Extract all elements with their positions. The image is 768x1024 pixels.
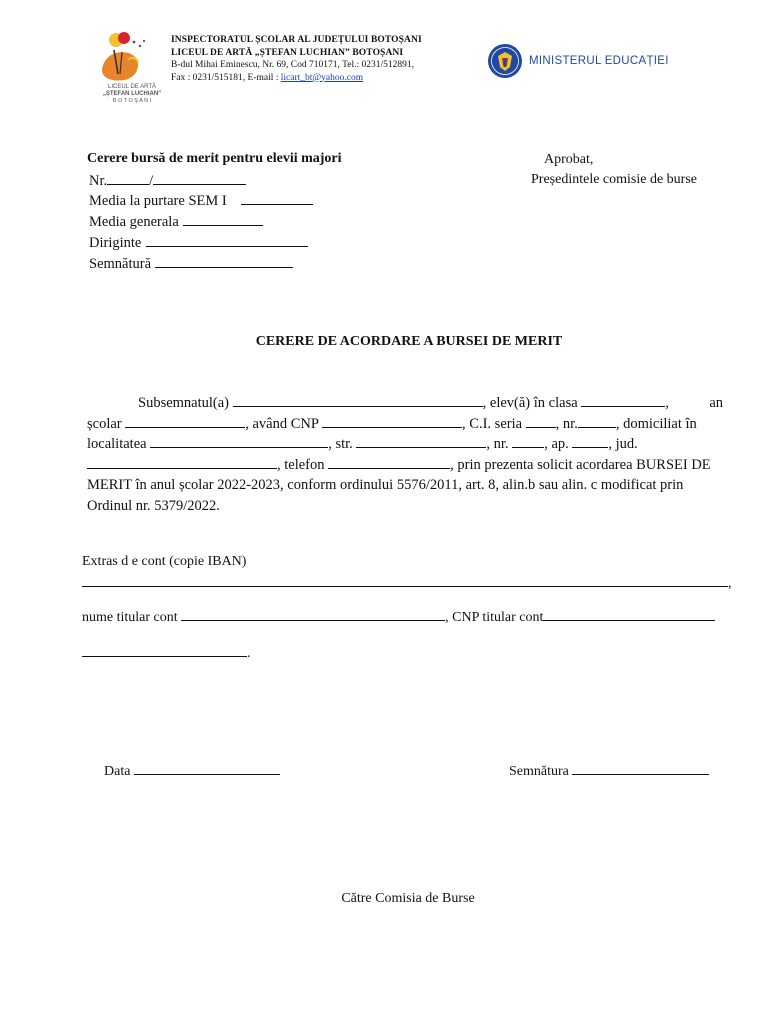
nr-row <box>89 172 246 190</box>
iban-field[interactable] <box>82 574 728 587</box>
cnp-label: , având CNP <box>245 415 319 432</box>
date-row <box>104 762 280 780</box>
ministry-logo <box>487 42 669 80</box>
para-line-3-left <box>87 434 638 455</box>
holder-name-label: nume titular cont <box>82 610 178 625</box>
order-text: Ordinul nr. 5379/2022. <box>87 497 220 514</box>
approved-label: Aprobat, <box>544 152 594 167</box>
header-inspectorate: INSPECTORATUL ȘCOLAR AL JUDEȚULUI BOTOȘANI <box>171 35 422 45</box>
apt-label: , ap. <box>544 436 569 453</box>
conduct-row <box>89 192 313 210</box>
header-address: B-dul Mihai Eminescu, Nr. 69, Cod 710171, Tel.: 0231/512891, <box>171 60 414 70</box>
general-row <box>89 213 263 231</box>
holder-period: . <box>247 646 251 661</box>
teacher-field[interactable] <box>146 234 308 247</box>
teacher-label: Diriginte <box>89 235 142 251</box>
addressee: Către Comisia de Burse <box>341 891 475 906</box>
county-label: , jud. <box>608 436 638 453</box>
para-line-4-left <box>87 455 711 476</box>
nr-field[interactable] <box>107 172 149 185</box>
final-signature-field[interactable] <box>572 762 709 775</box>
general-label: Media generala <box>89 214 179 230</box>
nr-date-field[interactable] <box>153 172 246 185</box>
request-title: Cerere bursă de merit pentru elevii majori <box>87 151 342 166</box>
school-logo-icon <box>94 30 166 86</box>
para-line-6 <box>87 496 723 517</box>
para-line-1 <box>87 393 723 414</box>
header-school-name: LICEUL DE ARTĂ „ȘTEFAN LUCHIAN” BOTOȘANI <box>171 47 404 58</box>
ministry-label: MINISTERUL EDUCAȚIEI <box>529 55 669 67</box>
undersigned-label: Subsemnatul(a) <box>138 395 230 411</box>
iban-row <box>82 574 732 592</box>
para-line-2-left <box>87 414 697 435</box>
header-email-link[interactable]: licart_bt@yahoo.com <box>280 72 364 83</box>
class-field[interactable] <box>581 394 665 407</box>
para-line-1-left: Subsemnatul(a) , elev(ă) în clasa , <box>138 395 669 411</box>
conduct-field[interactable] <box>241 192 313 205</box>
county-field[interactable] <box>87 456 277 469</box>
teacher-row <box>89 234 308 252</box>
name-field[interactable] <box>233 394 483 407</box>
iban-comma: , <box>728 576 732 591</box>
date-field[interactable] <box>134 762 280 775</box>
header-contact <box>171 72 422 85</box>
header-fax: Fax : 0231/515181, E-mail : <box>171 72 281 83</box>
school-logo-caption-1: LICEUL DE ARTĂ <box>107 84 157 90</box>
request-text: , prin prezenta solicit acordarea BURSEI DE <box>450 456 711 473</box>
bank-statement-label: Extras d e cont (copie IBAN) <box>82 554 247 569</box>
final-signature-row <box>509 762 709 780</box>
para-line-5 <box>87 475 723 496</box>
cnp-field[interactable] <box>322 415 462 428</box>
main-title: CERERE DE ACORDARE A BURSEI DE MERIT <box>255 334 563 349</box>
general-field[interactable] <box>183 213 263 226</box>
school-logo-caption-3: B O T O Ș A N I <box>112 98 152 104</box>
an-label: an <box>709 395 723 411</box>
president-label: Președintele comisie de burse <box>531 172 698 187</box>
holder-cnp-field-cont[interactable] <box>82 644 247 657</box>
class-label: , elev(ă) în clasa <box>482 395 578 411</box>
school-year-field[interactable] <box>125 415 245 428</box>
holder-cnp-field[interactable] <box>543 608 715 621</box>
conduct-label: Media la purtare SEM I <box>89 193 227 209</box>
locality-label: localitatea <box>87 436 147 453</box>
para-line-4 <box>87 455 723 476</box>
phone-field[interactable] <box>328 456 450 469</box>
merit-year-text: MERIT în anul școlar 2022-2023, conform ordinului 5576/2011, art. 8, alin.b sau alin. c modificat prin <box>87 477 684 494</box>
school-logo-caption-2: „ȘTEFAN LUCHIAN” <box>102 91 162 97</box>
street-nr-label: , nr. <box>486 436 509 453</box>
ci-nr-label: , nr. <box>555 415 578 432</box>
ci-series-label: , C.I. seria <box>462 415 523 432</box>
phone-label: , telefon <box>277 456 325 473</box>
holder-row <box>82 608 715 626</box>
apt-field[interactable] <box>572 435 608 448</box>
signature-field[interactable] <box>155 255 293 268</box>
date-label: Data <box>104 764 131 779</box>
header-text <box>171 34 422 84</box>
locality-field[interactable] <box>150 435 328 448</box>
street-field[interactable] <box>356 435 486 448</box>
domiciled-label: , domiciliat în <box>615 415 697 432</box>
school-year-label: școlar <box>87 415 122 432</box>
romanian-coat-of-arms-icon <box>487 43 523 79</box>
street-nr-field[interactable] <box>512 435 544 448</box>
final-signature-label: Semnătura <box>509 764 569 779</box>
ci-series-field[interactable] <box>526 415 556 428</box>
para-line-2 <box>87 414 723 435</box>
nr-separator: / <box>149 173 154 189</box>
request-paragraph <box>87 393 723 517</box>
holder-name-field[interactable] <box>181 608 445 621</box>
street-label: , str. <box>328 436 353 453</box>
holder-cnp-continuation <box>82 644 251 662</box>
holder-cnp-label: , CNP titular cont <box>445 610 544 625</box>
nr-label: Nr. <box>89 173 108 189</box>
signature-row <box>89 255 293 273</box>
signature-label: Semnătură <box>89 256 152 272</box>
para-line-3 <box>87 434 723 455</box>
ci-nr-field[interactable] <box>578 415 616 428</box>
